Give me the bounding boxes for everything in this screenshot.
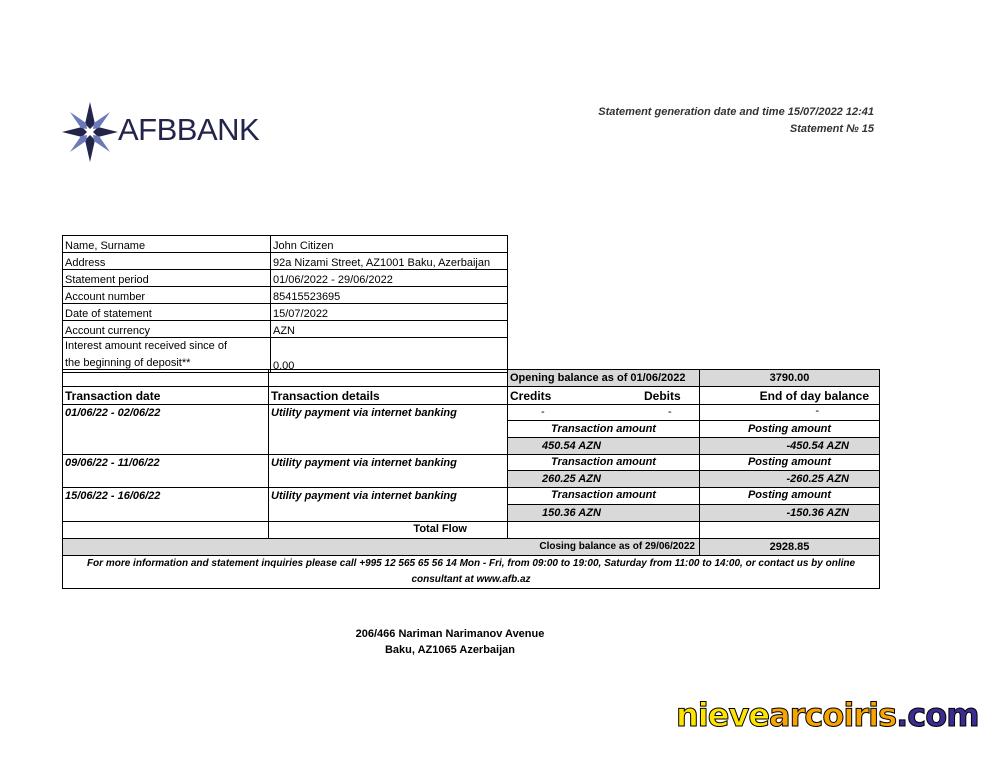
col-credits: Credits — [510, 389, 552, 403]
interest-row — [63, 338, 508, 373]
account-info-table — [62, 235, 508, 373]
blank-cell — [62, 521, 269, 539]
total-flow-label: Total Flow — [268, 521, 508, 539]
credits-debits-header — [507, 386, 700, 405]
address-line1: 206/466 Nariman Narimanov Avenue — [355, 628, 545, 640]
footer-line2: consultant at www.afb.az — [411, 574, 531, 585]
tx-first-credit-debit — [507, 404, 700, 421]
info-row — [63, 253, 508, 270]
tx-amount-label: Transaction amount — [507, 420, 700, 438]
tx-amount: 150.36 AZN — [507, 504, 700, 522]
info-value: John Citizen — [271, 236, 508, 253]
interest-label-line2: the beginning of deposit** — [65, 357, 191, 369]
opening-balance-label: Opening balance as of 01/06/2022 — [507, 369, 700, 387]
info-value: 85415523695 — [271, 287, 508, 304]
statement-header — [598, 104, 874, 138]
posting-amount: -260.25 AZN — [699, 470, 880, 488]
blank-cell — [62, 369, 269, 387]
info-row — [63, 270, 508, 287]
first-debit: - — [668, 406, 672, 418]
watermark — [676, 696, 979, 734]
info-label: Account currency — [63, 321, 271, 338]
tx-details: Utility payment via internet banking — [268, 454, 508, 488]
info-row — [63, 304, 508, 321]
posting-amount: -450.54 AZN — [699, 437, 880, 455]
info-value: 01/06/2022 - 29/06/2022 — [271, 270, 508, 287]
tx-date: 09/06/22 - 11/06/22 — [62, 454, 269, 488]
info-label: Date of statement — [63, 304, 271, 321]
watermark-part1: nieve — [676, 696, 770, 734]
generation-datetime: Statement generation date and time 15/07/2022 12:41 — [598, 106, 874, 118]
interest-label — [63, 338, 271, 373]
closing-balance-label: Closing balance as of 29/06/2022 — [539, 541, 695, 552]
opening-balance-value: 3790.00 — [699, 369, 880, 387]
info-label: Name, Surname — [63, 236, 271, 253]
tx-date: 15/06/22 - 16/06/22 — [62, 487, 269, 522]
address-line2: Baku, AZ1065 Azerbaijan — [384, 644, 515, 656]
posting-amount-label: Posting amount — [699, 487, 880, 505]
tx-amount-label: Transaction amount — [507, 487, 700, 505]
star-logo-icon — [60, 100, 120, 164]
closing-row-left — [62, 538, 700, 556]
statement-number: Statement № 15 — [789, 123, 874, 135]
col-transaction-details: Transaction details — [268, 386, 508, 405]
info-row — [63, 287, 508, 304]
col-end-of-day-balance: End of day balance — [699, 386, 880, 405]
posting-amount: -150.36 AZN — [699, 504, 880, 522]
bank-logo — [60, 100, 300, 170]
tx-amount: 450.54 AZN — [507, 437, 700, 455]
info-value: 15/07/2022 — [271, 304, 508, 321]
first-balance: - — [699, 404, 880, 421]
interest-label-line1: Interest amount received since of — [65, 340, 228, 352]
interest-value: 0.00 — [271, 338, 508, 373]
col-debits: Debits — [644, 389, 681, 403]
watermark-part2: arcoiris — [769, 696, 897, 734]
info-label: Address — [63, 253, 271, 270]
info-row — [63, 236, 508, 253]
tx-details: Utility payment via internet banking — [268, 487, 508, 522]
tx-amount: 260.25 AZN — [507, 470, 700, 488]
info-value: 92a Nizami Street, AZ1001 Baku, Azerbaijan — [271, 253, 508, 270]
contact-footer — [62, 556, 880, 588]
info-value: AZN — [271, 321, 508, 338]
info-label: Account number — [63, 287, 271, 304]
watermark-part3: .com — [896, 696, 979, 734]
col-transaction-date: Transaction date — [62, 386, 269, 405]
blank-cell — [268, 369, 508, 387]
posting-amount-label: Posting amount — [699, 420, 880, 438]
blank-cell — [699, 521, 880, 539]
tx-date: 01/06/22 - 02/06/22 — [62, 404, 269, 455]
blank-cell — [507, 521, 700, 539]
bank-name: AFBBANK — [118, 112, 260, 147]
tx-amount-label: Transaction amount — [507, 454, 700, 471]
footer-line1: For more information and statement inquiries please call +995 12 565 65 56 14 Mon - Fri, from 09:00 to 19:00, Saturday from 11:00 to 14:00, or contact us by online — [86, 558, 856, 569]
tx-details: Utility payment via internet banking — [268, 404, 508, 455]
info-label: Statement period — [63, 270, 271, 287]
info-row — [63, 321, 508, 338]
closing-balance-value: 2928.85 — [699, 538, 880, 556]
posting-amount-label: Posting amount — [699, 454, 880, 471]
first-credit: - — [541, 406, 545, 418]
bank-address — [300, 626, 600, 658]
